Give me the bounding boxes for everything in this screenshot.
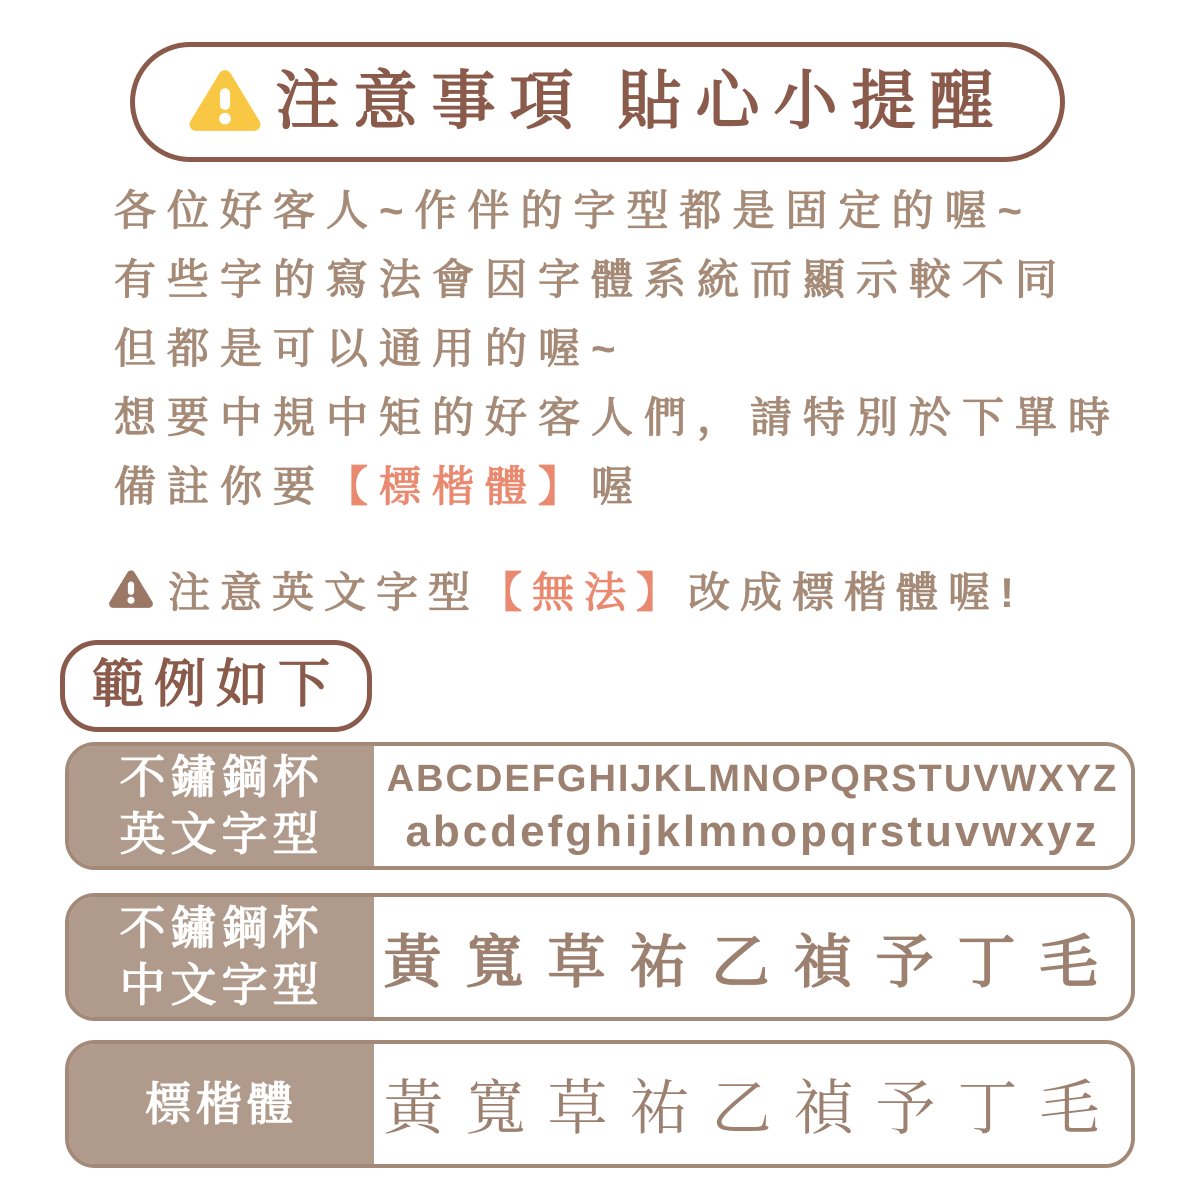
example-row-english-font bbox=[65, 742, 1135, 870]
chinese-sample-kai: 黃寬草祐乙禎予丁毛 bbox=[383, 1076, 1122, 1142]
alphabet-lowercase: abcdefghijklmnopqrstuvwxyz bbox=[405, 807, 1100, 856]
warning-triangle-icon bbox=[188, 68, 262, 136]
row-label-line: 不鏽鋼杯 bbox=[119, 902, 324, 954]
notice-line5-prefix: 備註你要 bbox=[114, 463, 327, 510]
warning-suffix: 改成標楷體喔! bbox=[688, 569, 1025, 616]
warning-triangle-small-icon bbox=[108, 569, 154, 611]
alphabet-uppercase: ABCDEFGHIJKLMNOPQRSTUVWXYZ bbox=[386, 758, 1119, 800]
row-label bbox=[69, 1044, 374, 1164]
header-banner bbox=[130, 42, 1065, 162]
row-label-line: 標楷體 bbox=[145, 1077, 298, 1130]
notice-line: 有些字的寫法會因字體系統而顯示較不同 bbox=[114, 256, 1069, 303]
example-row-chinese-font bbox=[65, 893, 1135, 1021]
examples-section-title bbox=[60, 640, 372, 732]
notice-line5-suffix: 喔 bbox=[591, 463, 645, 510]
warning-prefix: 注意英文字型 bbox=[168, 569, 481, 616]
page-title: 注意事項 貼心小提醒 bbox=[275, 66, 1008, 137]
notice-line: 想要中規中矩的好客人們，請特別於下單時 bbox=[114, 394, 1122, 441]
row-label-line: 不鏽鋼杯 bbox=[119, 751, 324, 803]
notice-paragraph bbox=[114, 176, 1164, 521]
notice-line-highlighted bbox=[114, 452, 1164, 521]
row-content bbox=[374, 897, 1131, 1017]
example-row-kai-font bbox=[65, 1040, 1135, 1168]
cannot-highlight: 【無法】 bbox=[480, 569, 689, 616]
notice-line: 各位好客人~作伴的字型都是固定的喔~ bbox=[114, 187, 1034, 234]
row-label-line: 英文字型 bbox=[119, 808, 324, 860]
row-content bbox=[374, 746, 1131, 866]
row-label bbox=[69, 897, 374, 1017]
warning-text bbox=[168, 560, 1024, 620]
examples-title-label: 範例如下 bbox=[91, 657, 340, 714]
row-label-line: 中文字型 bbox=[119, 959, 324, 1011]
notice-line: 但都是可以通用的喔~ bbox=[114, 325, 627, 372]
kai-font-highlight: 【標楷體】 bbox=[326, 463, 592, 510]
row-label bbox=[69, 746, 374, 866]
english-font-warning bbox=[108, 560, 1024, 620]
chinese-sample-round: 黃寬草祐乙禎予丁毛 bbox=[383, 930, 1122, 995]
row-content bbox=[374, 1044, 1131, 1164]
